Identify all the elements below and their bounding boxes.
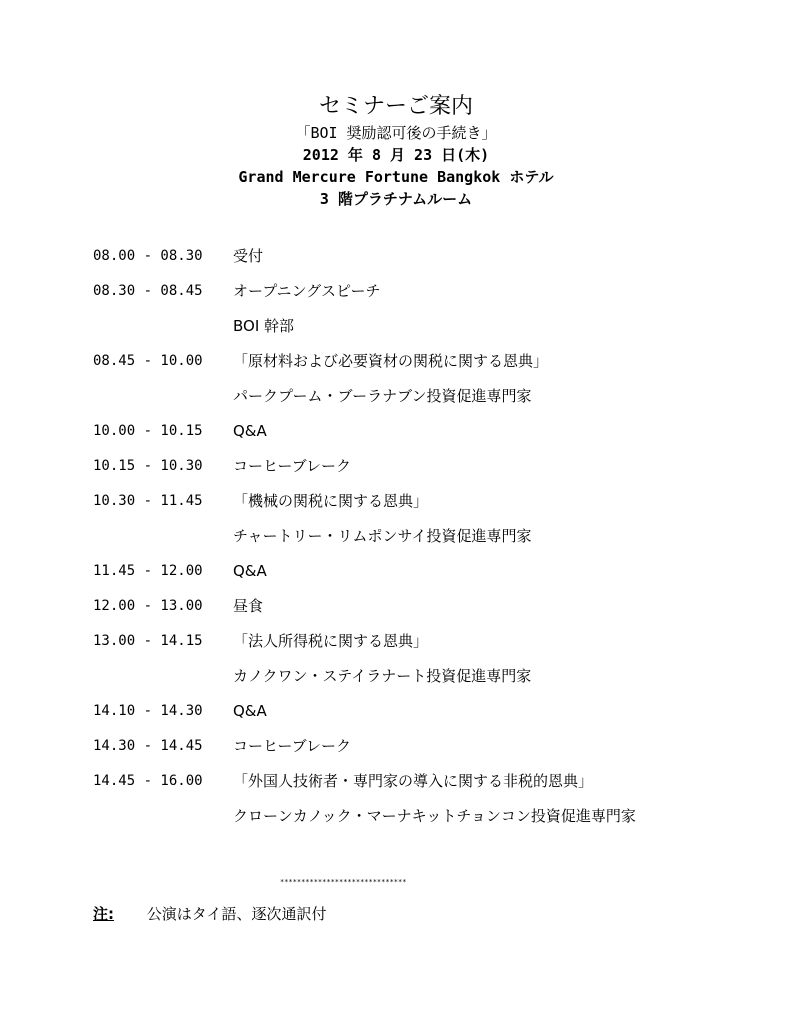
schedule-time: 13.00 - 14.15 xyxy=(93,632,203,649)
schedule-row xyxy=(93,273,773,308)
schedule-description: BOI 幹部 xyxy=(233,317,295,335)
schedule-row xyxy=(93,728,773,763)
asterisk-divider: ****************************** xyxy=(280,878,407,886)
schedule-row xyxy=(93,448,773,483)
schedule-time: 10.30 - 11.45 xyxy=(93,492,203,509)
schedule-row xyxy=(93,658,773,693)
seminar-subtitle: 「BOI 奨励認可後の手続き」 xyxy=(295,124,497,142)
schedule-time: 14.30 - 14.45 xyxy=(93,737,203,754)
schedule-list xyxy=(93,238,773,833)
schedule-description: クローンカノック・マーナキットチョンコン投資促進専門家 xyxy=(233,807,636,825)
schedule-time: 14.10 - 14.30 xyxy=(93,702,203,719)
schedule-description: カノクワン・ステイラナート投資促進専門家 xyxy=(233,667,532,685)
schedule-row xyxy=(93,518,773,553)
schedule-description: 「外国人技術者・専門家の導入に関する非税的恩典」 xyxy=(233,772,594,790)
schedule-description: 昼食 xyxy=(233,597,264,615)
seminar-room: 3 階プラチナムルーム xyxy=(319,190,473,208)
schedule-description: Q&A xyxy=(233,701,267,720)
schedule-description: 「法人所得税に関する恩典」 xyxy=(233,632,429,650)
schedule-time: 08.00 - 08.30 xyxy=(93,247,203,264)
schedule-row xyxy=(93,553,773,588)
schedule-description: コーヒーブレーク xyxy=(233,737,352,755)
footnote xyxy=(93,903,326,924)
schedule-description: パークプーム・ブーラナブン投資促進専門家 xyxy=(233,387,532,405)
schedule-time: 11.45 - 12.00 xyxy=(93,562,203,579)
schedule-description: コーヒーブレーク xyxy=(233,457,352,475)
schedule-description: オープニングスピーチ xyxy=(233,282,381,300)
schedule-time: 08.45 - 10.00 xyxy=(93,352,203,369)
schedule-row xyxy=(93,798,773,833)
schedule-row xyxy=(93,308,773,343)
note-text: 公演はタイ語、逐次通訳付 xyxy=(146,905,327,923)
schedule-row xyxy=(93,238,773,273)
note-label: 注: xyxy=(93,905,114,923)
schedule-description: 受付 xyxy=(233,247,264,265)
schedule-description: 「原材料および必要資材の関税に関する恩典」 xyxy=(233,352,549,370)
schedule-row xyxy=(93,763,773,798)
schedule-description: チャートリー・リムポンサイ投資促進専門家 xyxy=(233,527,532,545)
schedule-time: 14.45 - 16.00 xyxy=(93,772,203,789)
schedule-row xyxy=(93,413,773,448)
schedule-description: Q&A xyxy=(233,561,267,580)
schedule-description: 「機械の関税に関する恩典」 xyxy=(233,492,429,510)
schedule-row xyxy=(93,623,773,658)
schedule-time: 10.15 - 10.30 xyxy=(93,457,203,474)
schedule-row xyxy=(93,343,773,378)
schedule-row xyxy=(93,693,773,728)
page-title: セミナーご案内 xyxy=(318,94,473,119)
schedule-time: 10.00 - 10.15 xyxy=(93,422,203,439)
schedule-time: 08.30 - 08.45 xyxy=(93,282,203,299)
schedule-row xyxy=(93,378,773,413)
schedule-row xyxy=(93,588,773,623)
schedule-time: 12.00 - 13.00 xyxy=(93,597,203,614)
schedule-description: Q&A xyxy=(233,421,267,440)
document-header xyxy=(0,92,792,210)
seminar-date: 2012 年 8 月 23 日(木) xyxy=(302,146,490,164)
seminar-venue: Grand Mercure Fortune Bangkok ホテル xyxy=(238,168,554,186)
schedule-row xyxy=(93,483,773,518)
